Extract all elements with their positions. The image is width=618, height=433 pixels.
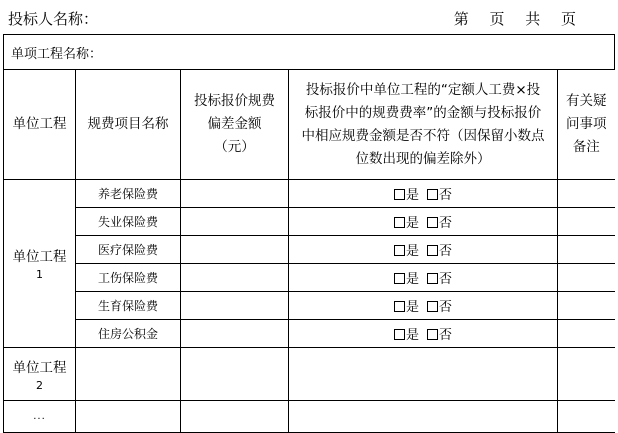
fee-item-medical: 医疗保险费 bbox=[76, 236, 181, 264]
yes-no-choice: 是 否 bbox=[289, 320, 558, 348]
mismatch-cell[interactable] bbox=[289, 401, 558, 433]
table-row bbox=[4, 401, 615, 433]
project-name-label: 单项工程名称： bbox=[4, 35, 615, 70]
bidder-name-label: 投标人名称： bbox=[8, 10, 99, 28]
yes-no-choice: 是 否 bbox=[289, 236, 558, 264]
no-checkbox[interactable] bbox=[427, 329, 438, 340]
yes-checkbox[interactable] bbox=[394, 301, 405, 312]
no-checkbox[interactable] bbox=[427, 245, 438, 256]
fee-deviation-table bbox=[3, 34, 615, 433]
deviation-amount-cell[interactable] bbox=[181, 292, 289, 320]
yes-checkbox[interactable] bbox=[394, 245, 405, 256]
yes-no-choice: 是 否 bbox=[289, 180, 558, 208]
unit-2-cell: 单位工程 2 bbox=[4, 348, 76, 401]
mismatch-cell[interactable] bbox=[289, 348, 558, 401]
remarks-cell[interactable] bbox=[558, 264, 615, 292]
remarks-cell[interactable] bbox=[558, 292, 615, 320]
table-row bbox=[4, 264, 615, 292]
deviation-amount-cell[interactable] bbox=[181, 264, 289, 292]
fee-item-cell[interactable] bbox=[76, 401, 181, 433]
deviation-amount-cell[interactable] bbox=[181, 236, 289, 264]
remarks-cell[interactable] bbox=[558, 236, 615, 264]
table-row bbox=[4, 208, 615, 236]
remarks-cell[interactable] bbox=[558, 401, 615, 433]
table-row bbox=[4, 180, 615, 208]
table-row bbox=[4, 320, 615, 348]
header-remarks: 有关疑 问事项 备注 bbox=[558, 70, 615, 180]
yes-no-choice: 是 否 bbox=[289, 208, 558, 236]
header-mismatch-check: 投标报价中单位工程的“定额人工费×投 标报价中的规费费率”的金额与投标报价 中相应规费金额是否不符（因保留小数点 位数出现的偏差除外） bbox=[289, 70, 558, 180]
no-checkbox[interactable] bbox=[427, 301, 438, 312]
header-bar bbox=[0, 0, 618, 34]
remarks-cell[interactable] bbox=[558, 320, 615, 348]
yes-checkbox[interactable] bbox=[394, 329, 405, 340]
header-row bbox=[4, 70, 615, 180]
no-checkbox[interactable] bbox=[427, 189, 438, 200]
yes-checkbox[interactable] bbox=[394, 189, 405, 200]
fee-item-housing-fund: 住房公积金 bbox=[76, 320, 181, 348]
remarks-cell[interactable] bbox=[558, 180, 615, 208]
no-checkbox[interactable] bbox=[427, 217, 438, 228]
table-row bbox=[4, 292, 615, 320]
remarks-cell[interactable] bbox=[558, 348, 615, 401]
fee-item-maternity: 生育保险费 bbox=[76, 292, 181, 320]
table-row bbox=[4, 348, 615, 401]
deviation-amount-cell[interactable] bbox=[181, 348, 289, 401]
yes-no-choice: 是 否 bbox=[289, 292, 558, 320]
fee-item-pension: 养老保险费 bbox=[76, 180, 181, 208]
fee-item-unemployment: 失业保险费 bbox=[76, 208, 181, 236]
deviation-amount-cell[interactable] bbox=[181, 180, 289, 208]
no-checkbox[interactable] bbox=[427, 273, 438, 284]
header-unit: 单位工程 bbox=[4, 70, 76, 180]
deviation-amount-cell[interactable] bbox=[181, 208, 289, 236]
page-counter-label: 第 页 共 页 bbox=[453, 10, 584, 28]
continuation-marker: ... bbox=[4, 401, 76, 433]
deviation-amount-cell[interactable] bbox=[181, 320, 289, 348]
fee-item-work-injury: 工伤保险费 bbox=[76, 264, 181, 292]
header-fee-item: 规费项目名称 bbox=[76, 70, 181, 180]
unit-1-cell: 单位工程 1 bbox=[4, 180, 76, 348]
deviation-amount-cell[interactable] bbox=[181, 401, 289, 433]
yes-checkbox[interactable] bbox=[394, 273, 405, 284]
header-deviation-amount: 投标报价规费 偏差金额 （元） bbox=[181, 70, 289, 180]
fee-item-cell[interactable] bbox=[76, 348, 181, 401]
yes-checkbox[interactable] bbox=[394, 217, 405, 228]
yes-no-choice: 是 否 bbox=[289, 264, 558, 292]
remarks-cell[interactable] bbox=[558, 208, 615, 236]
table-row bbox=[4, 236, 615, 264]
